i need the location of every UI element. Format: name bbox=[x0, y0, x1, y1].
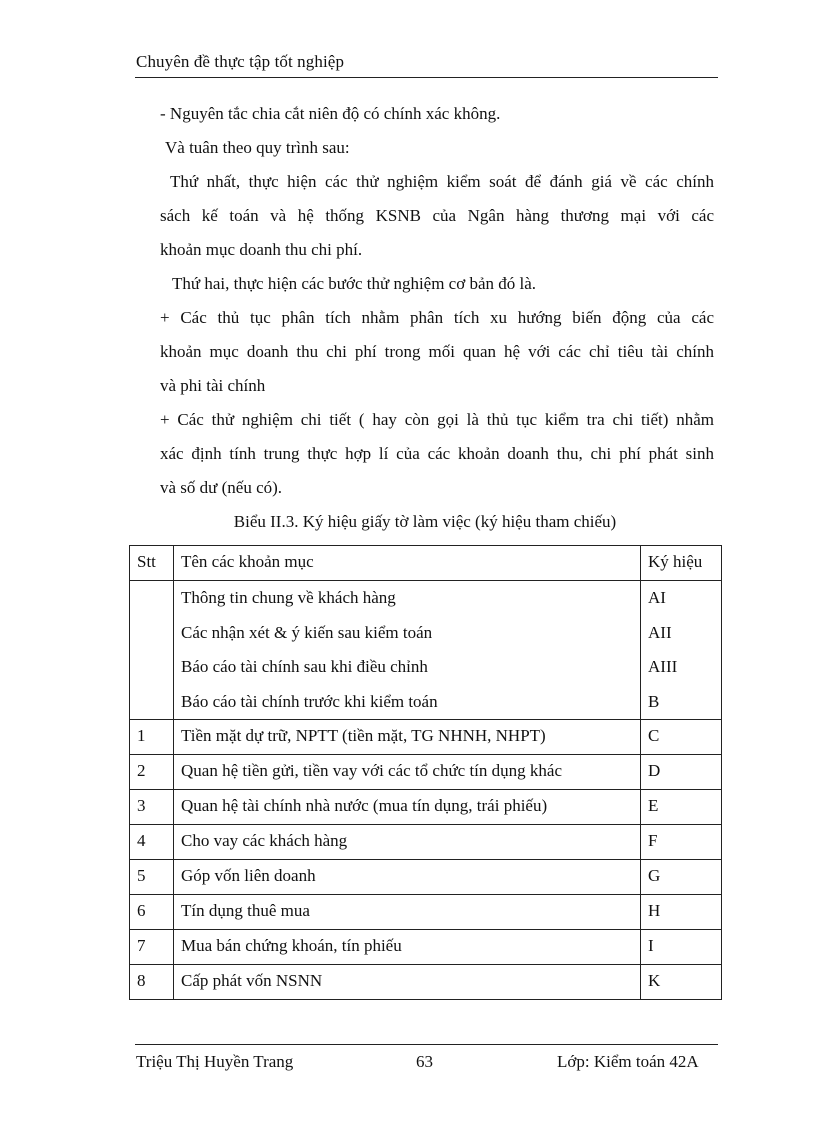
row-name: Quan hệ tài chính nhà nước (mua tín dụng, trái phiếu) bbox=[174, 790, 641, 825]
row-code: H bbox=[641, 895, 722, 930]
row-name: Tín dụng thuê mua bbox=[174, 895, 641, 930]
row-stt: 1 bbox=[130, 720, 174, 755]
group-item-name: Báo cáo tài chính sau khi điều chỉnh bbox=[181, 657, 428, 676]
bullet-line: - Nguyên tắc chia cắt niên độ có chính xác không. bbox=[160, 104, 501, 123]
row-stt: 6 bbox=[130, 895, 174, 930]
row-name: Góp vốn liên doanh bbox=[174, 860, 641, 895]
row-code: I bbox=[641, 930, 722, 965]
row-stt: 7 bbox=[130, 930, 174, 965]
table-row bbox=[130, 965, 722, 1000]
paragraph-line: + Các thử nghiệm chi tiết ( hay còn gọi là thủ tục kiểm tra chi tiết) nhằm bbox=[160, 410, 714, 429]
table-row bbox=[130, 895, 722, 930]
group-item-code: B bbox=[648, 691, 660, 711]
page-number: 63 bbox=[416, 1052, 433, 1071]
table-row bbox=[130, 720, 722, 755]
header-divider bbox=[135, 77, 718, 78]
group-item-code: AII bbox=[648, 622, 672, 642]
row-stt: 4 bbox=[130, 825, 174, 860]
row-name: Cấp phát vốn NSNN bbox=[174, 965, 641, 1000]
paragraph-line: Và tuân theo quy trình sau: bbox=[165, 138, 350, 157]
header-code: Ký hiệu bbox=[641, 546, 722, 581]
table-header-row bbox=[130, 546, 722, 581]
paragraph-line: khoản mục doanh thu chi phí. bbox=[160, 240, 363, 259]
row-stt: 3 bbox=[130, 790, 174, 825]
row-code: G bbox=[641, 860, 722, 895]
page-header-title: Chuyên đề thực tập tốt nghiệp bbox=[136, 52, 345, 71]
row-stt: 2 bbox=[130, 755, 174, 790]
row-name: Quan hệ tiền gửi, tiền vay với các tổ chức tín dụng khác bbox=[174, 755, 641, 790]
group-code-cell bbox=[641, 581, 722, 720]
group-item-name: Các nhận xét & ý kiến sau kiểm toán bbox=[181, 622, 433, 642]
paragraph-line: và số dư (nếu có). bbox=[160, 478, 283, 497]
group-item-code: AIII bbox=[648, 657, 678, 676]
paragraph-line: + Các thủ tục phân tích nhằm phân tích xu hướng biến động của các bbox=[160, 308, 714, 327]
table-row bbox=[130, 790, 722, 825]
row-name: Cho vay các khách hàng bbox=[174, 825, 641, 860]
reference-table bbox=[129, 545, 722, 1000]
paragraph-line: khoản mục doanh thu chi phí trong mối quan hệ với các chỉ tiêu tài chính bbox=[160, 342, 714, 361]
group-item-code: AI bbox=[648, 588, 666, 607]
row-code: E bbox=[641, 790, 722, 825]
table-row bbox=[130, 755, 722, 790]
paragraph-line: và phi tài chính bbox=[160, 376, 266, 395]
group-item-name: Báo cáo tài chính trước khi kiểm toán bbox=[181, 691, 438, 711]
paragraph-line: Thứ hai, thực hiện các bước thử nghiệm cơ bản đó là. bbox=[172, 274, 537, 293]
table-group-row bbox=[130, 581, 722, 720]
paragraph-line: xác định tính trung thực hợp lí của các khoản doanh thu, chi phí phát sinh bbox=[160, 444, 714, 463]
group-name-cell bbox=[174, 581, 641, 720]
table-row bbox=[130, 860, 722, 895]
paragraph-line: Thứ nhất, thực hiện các thử nghiệm kiểm soát để đánh giá về các chính bbox=[170, 172, 714, 191]
row-stt: 8 bbox=[130, 965, 174, 1000]
row-code: F bbox=[641, 825, 722, 860]
header-stt: Stt bbox=[130, 546, 174, 581]
header-name: Tên các khoản mục bbox=[174, 546, 641, 581]
row-stt: 5 bbox=[130, 860, 174, 895]
table-row bbox=[130, 930, 722, 965]
paragraph-line: sách kế toán và hệ thống KSNB của Ngân hàng thương mại với các bbox=[160, 206, 714, 225]
footer-author: Triệu Thị Huyền Trang bbox=[136, 1052, 294, 1071]
row-code: D bbox=[641, 755, 722, 790]
footer-divider bbox=[135, 1044, 718, 1045]
table-caption: Biểu II.3. Ký hiệu giấy tờ làm việc (ký hiệu tham chiếu) bbox=[233, 512, 617, 531]
group-stt-cell bbox=[130, 581, 174, 720]
row-code: C bbox=[641, 720, 722, 755]
row-name: Tiền mặt dự trữ, NPTT (tiền mặt, TG NHNH, NHPT) bbox=[174, 720, 641, 755]
row-code: K bbox=[641, 965, 722, 1000]
table-row bbox=[130, 825, 722, 860]
group-item-name: Thông tin chung về khách hàng bbox=[181, 588, 396, 607]
row-name: Mua bán chứng khoán, tín phiếu bbox=[174, 930, 641, 965]
footer-class: Lớp: Kiểm toán 42A bbox=[557, 1052, 699, 1071]
